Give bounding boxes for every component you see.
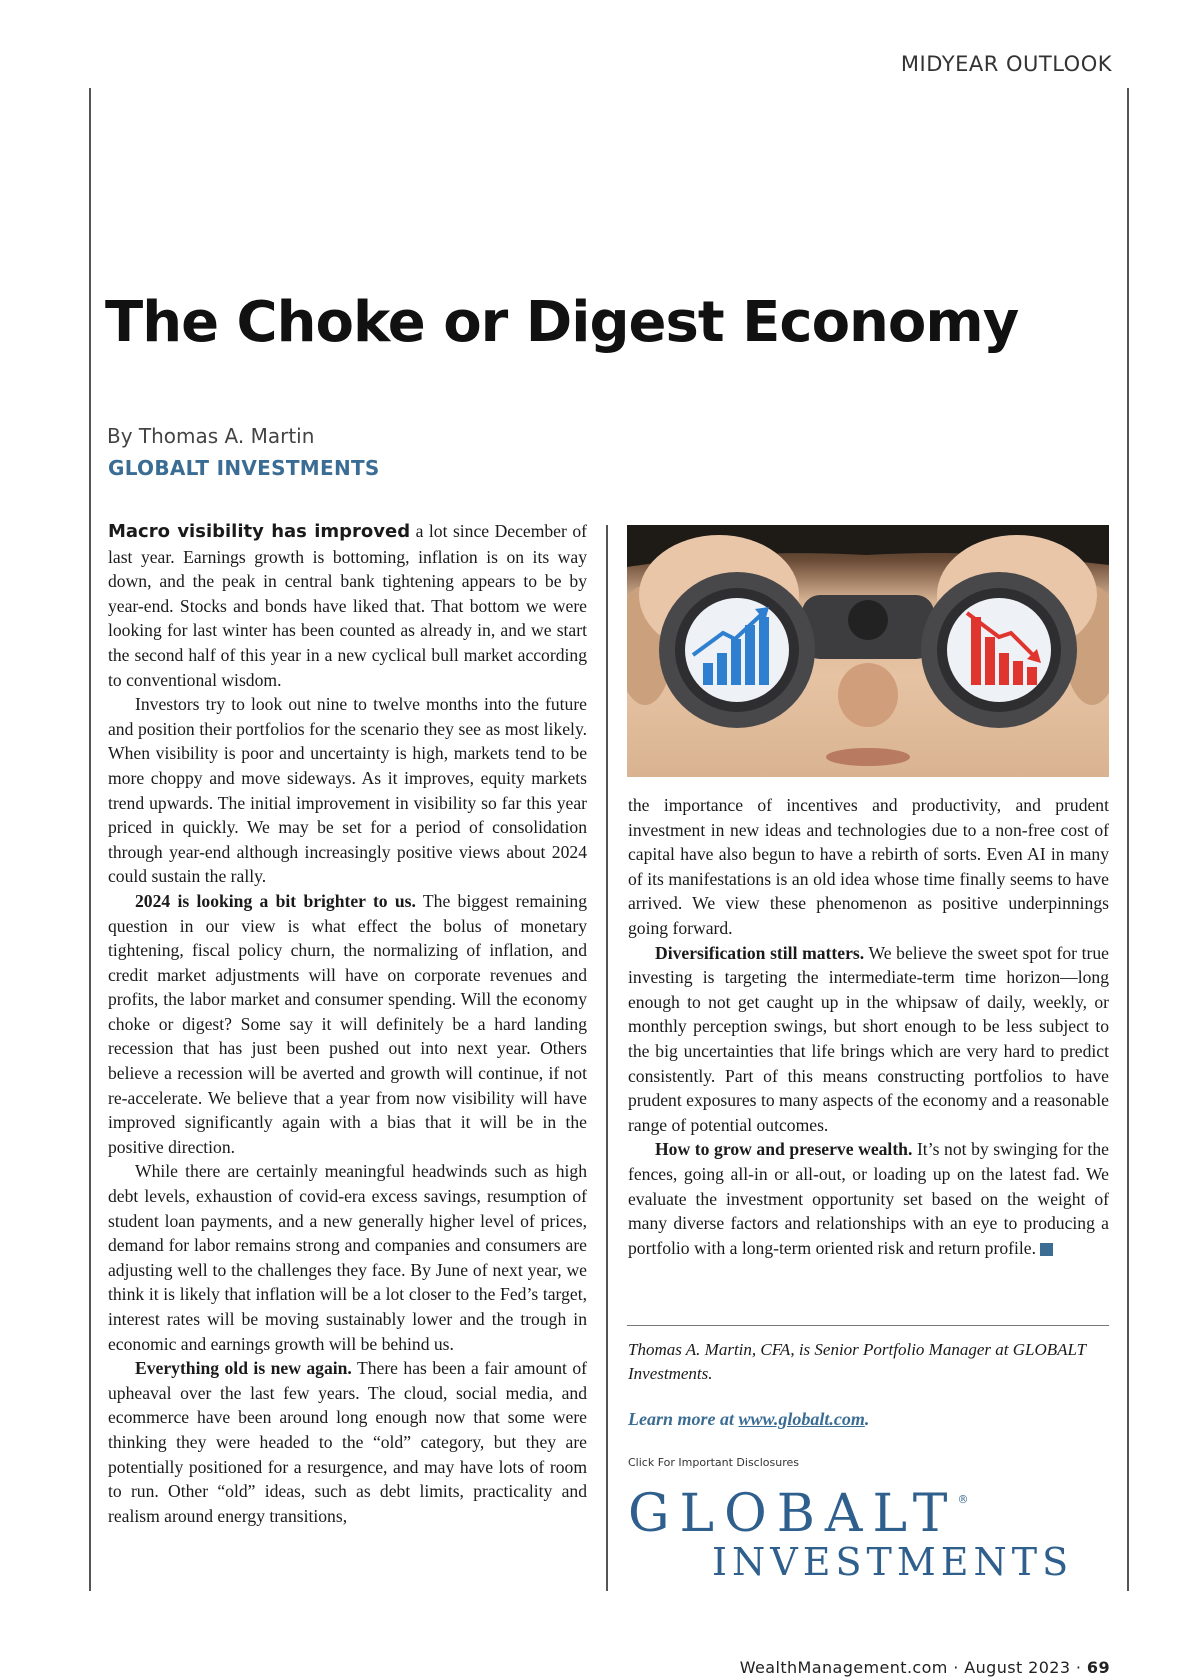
subhead: 2024 is looking a bit brighter to us. (135, 890, 416, 911)
end-mark-icon (1040, 1243, 1053, 1256)
paragraph: Investors try to look out nine to twelve months into the future and position their portfolios for the scenario they see as most likely. When visibility is poor and uncertainty is high, markets tend to be more choppy and move sideways. As it improves, equity markets trend upwards. The initial improvement in visibility so far this year priced in quickly. We may be set for a period of consolidation through year-end although increasingly positive views about 2024 could sustain the rally. (108, 694, 587, 887)
page-footer (740, 1658, 1110, 1677)
learn-more-suffix: . (864, 1409, 870, 1429)
section-label: MIDYEAR OUTLOOK (900, 52, 1112, 76)
paragraph-text: We believe the sweet spot for true investing is targeting the intermediate-term time horizon—long enough to not get caught up in the whipsaw of daily, weekly, or monthly perception swings, but short enough to be less subject to the big uncertainties that life brings which are very hard to predict consistently. Part of this means constructing portfolios to have prudent exposures to many aspects of the economy and a reasonable range of potential outcomes. (628, 942, 1109, 1135)
article-title: The Choke or Digest Economy (105, 290, 1019, 355)
footer-site: WealthManagement.com · August 2023 · (739, 1658, 1087, 1677)
paragraph (628, 1137, 1109, 1260)
paragraph-text: The biggest remaining question in our view is what effect the bolus of monetary tightening, fiscal policy churn, the normalizing of inflation, and credit market adjustments will have on corporate revenues and profits, the labor market and consumer spending. Will the economy choke or digest? Some say it will definitely be a hard landing recession that has just been pushed out into next year. Others believe a recession will be averted and growth will continue, if not re-accelerate. We believe that a year from now visibility will have improved significantly again with a bias that it will be in the positive direction. (108, 890, 587, 1157)
left-margin-line (89, 88, 91, 1591)
subhead: Diversification still matters. (655, 942, 865, 963)
company-logo-subtitle: INVESTMENTS (712, 1540, 1074, 1584)
paragraph: While there are certainly meaningful headwinds such as high debt levels, exhaustion of covid-era excess savings, resumption of student loan payments, and a new generally higher level of prices, demand for labor remains strong and companies and consumers are adjusting well to the challenges they face. By June of next year, we think it is likely that inflation will be a lot closer to the Fed’s target, interest rates will be moving sustainably lower and the trough in economic and earnings growth will be behind us. (108, 1161, 587, 1354)
binoculars-photo (627, 525, 1109, 777)
article-column-right (628, 793, 1109, 1260)
column-divider (606, 525, 608, 1591)
website-link[interactable]: www.globalt.com (738, 1409, 865, 1429)
disclosures-link[interactable]: Click For Important Disclosures (628, 1456, 799, 1469)
paragraph-text: There has been a fair amount of upheaval over the last few years. The cloud, social media, and ecommerce have been around long enough now that some were thinking they were headed to the “old” category, but they are potentially positioned for a resurgence, and may have lots of room to run. Other “old” ideas, such as debt limits, practicality and realism around energy transitions, (108, 1358, 587, 1526)
subhead: How to grow and preserve wealth. (655, 1139, 913, 1160)
article-column-left (108, 519, 587, 1528)
page-number: 69 (1086, 1658, 1110, 1677)
right-margin-line (1127, 88, 1129, 1591)
company-logo (628, 1484, 968, 1544)
byline: By Thomas A. Martin (107, 424, 315, 448)
paragraph-text: It’s not by swinging for the fences, going all-in or all-out, or loading up on the latest fad. We evaluate the investment opportunity set based on the weight of many diverse factors and relationships with an eye to producing a portfolio with a long-term oriented risk and return profile. (628, 1139, 1109, 1258)
paragraph: the importance of incentives and productivity, and prudent investment in new ideas and technologies due to a non-free cost of capital have also begun to have a rebirth of sorts. Even AI in many of its manifestations is an old idea whose time finally seems to have arrived. We view these phenomenon as positive underpinnings going forward. (628, 795, 1109, 938)
registered-mark: ® (957, 1493, 969, 1506)
paragraph (108, 1356, 587, 1528)
binoculars-illustration (627, 525, 1109, 777)
paragraph (628, 941, 1109, 1138)
learn-more-prefix: Learn more at (628, 1409, 739, 1429)
paragraph (108, 519, 587, 692)
author-bio: Thomas A. Martin, CFA, is Senior Portfolio Manager at GLOBALT Investments. (628, 1340, 1086, 1383)
logo-text: GLOBALT (628, 1484, 958, 1544)
paragraph (108, 889, 587, 1160)
bio-divider (627, 1325, 1109, 1326)
company-name: GLOBALT INVESTMENTS (108, 456, 380, 480)
subhead: Everything old is new again. (135, 1358, 352, 1379)
learn-more (628, 1409, 869, 1430)
lead-in: Macro visibility has improved (108, 521, 411, 542)
paragraph-text: a lot since December of last year. Earnings growth is bottoming, inflation is on its way down, and the peak in central bank tightening appears to be by year-end. Stocks and bonds have liked that. That bottom we were looking for last winter has been counted as already in, and we start the second half of this year in a new cyclical bull market according to conventional wisdom. (108, 521, 587, 690)
